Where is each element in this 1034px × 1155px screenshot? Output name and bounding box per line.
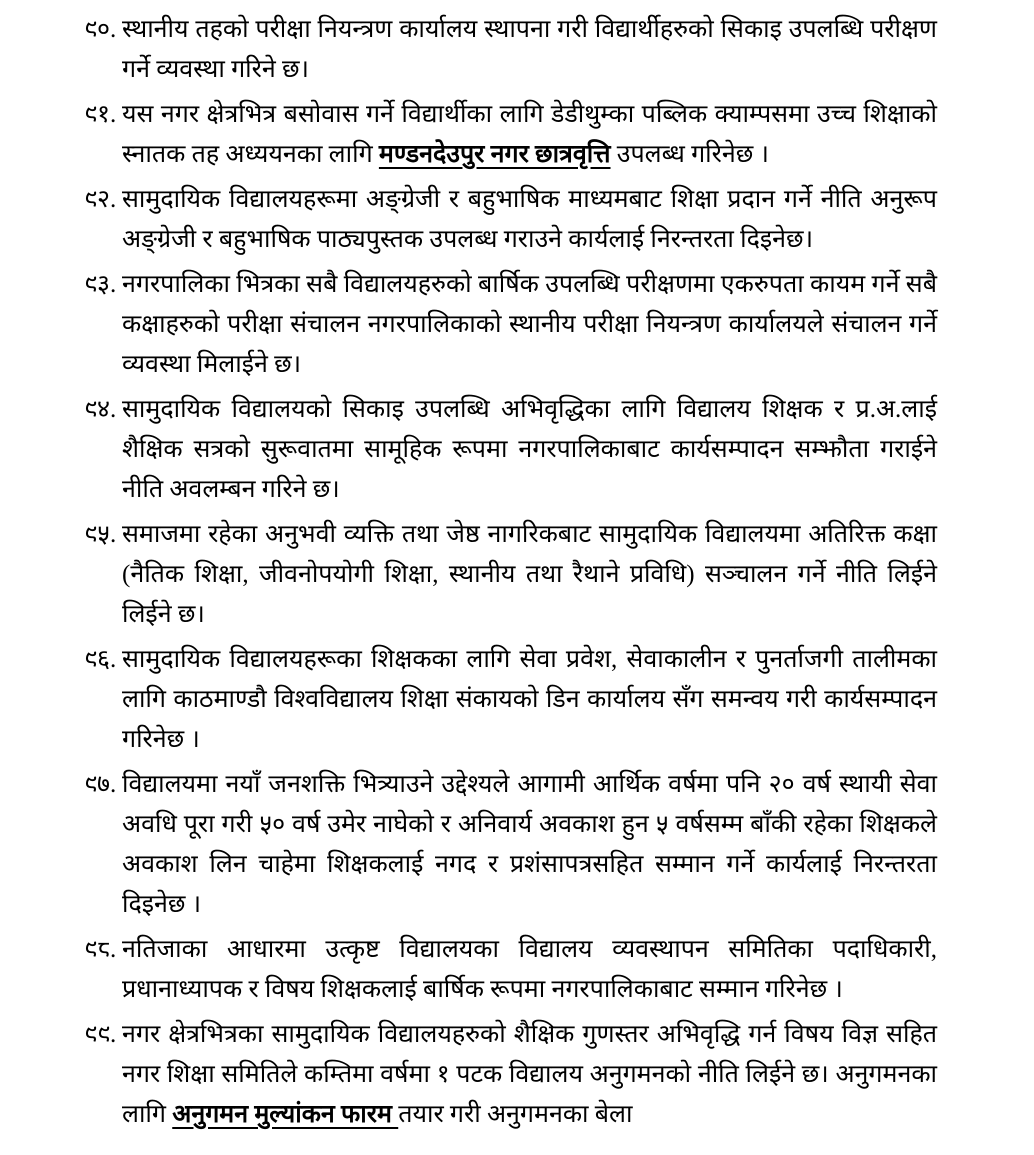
policy-item-91 [84,95,937,175]
policy-numbered-list [84,10,937,1135]
policy-item-95 [84,515,937,635]
item-number: ९५. [84,521,117,548]
item-number: ९२. [84,186,117,213]
item-text: सामुदायिक विद्यालयहरूका शिक्षकका लागि सेवा प्रवेश, सेवाकालीन र पुनर्ताजगी तालीमका लागि काठमाण्डौ विश्वविद्यालय शिक्षा संकायको डिन कार्यालय सँग समन्वय गरी कार्यसम्पादन गरिनेछ । [122,646,937,753]
item-text: उपलब्ध गरिनेछ । [610,141,769,168]
item-text: सामुदायिक विद्यालयको सिकाइ उपलब्धि अभिवृद्धिका लागि विद्यालय शिक्षक र प्र.अ.लाई शैक्षिक सत्रको सुरूवातमा सामूहिक रूपमा नगरपालिकाबाट कार्यसम्पादन सम्झौता गराईने नीति अवलम्बन गरिने छ। [122,396,937,503]
item-text: विद्यालयमा नयाँ जनशक्ति भित्र्याउने उद्देश्यले आगामी आर्थिक वर्षमा पनि २० वर्ष स्थायी सेवा अवधि पूरा गरी ५० वर्ष उमेर नाघेको र अनिवार्य अवकाश हुन ५ वर्षसम्म बाँकी रहेका शिक्षकले अवकाश लिन चाहेमा शिक्षकलाई नगद र प्रशंसापत्रसहित सम्मान गर्ने कार्यलाई निरन्तरता दिइनेछ । [122,771,937,918]
item-text: समाजमा रहेका अनुभवी व्यक्ति तथा जेष्ठ नागरिकबाट सामुदायिक विद्यालयमा अतिरिक्त कक्षा (नैतिक शिक्षा, जीवनोपयोगी शिक्षा, स्थानीय तथा रैथाने प्रविधि) सञ्चालन गर्ने नीति लिईने लिईने छ। [122,521,937,628]
policy-item-93 [84,265,937,385]
policy-item-92 [84,180,937,260]
policy-item-99 [84,1015,937,1135]
item-number: ९३. [84,271,117,298]
item-number: ९९. [84,1021,117,1048]
item-text: सामुदायिक विद्यालयहरूमा अङ्ग्रेजी र बहुभाषिक माध्यमबाट शिक्षा प्रदान गर्ने नीति अनुरूप अङ्ग्रेजी र बहुभाषिक पाठ्यपुस्तक उपलब्ध गराउने कार्यलाई निरन्तरता दिइनेछ। [122,186,937,253]
item-number: ९०. [84,16,117,43]
item-number: ९६. [84,646,117,673]
item-number: ९८. [84,936,117,963]
scholarship-name-emphasis: मण्डनदेउपुर नगर छात्रवृत्ति [378,141,611,168]
policy-item-97 [84,765,937,925]
item-number: ९७. [84,771,117,798]
item-text: स्थानीय तहको परीक्षा नियन्त्रण कार्यालय स्थापना गरी विद्यार्थीहरुको सिकाइ उपलब्धि परीक्षण गर्ने व्यवस्था गरिने छ। [122,16,937,83]
monitoring-form-emphasis: अनुगमन मुल्यांकन फारम [172,1101,399,1128]
item-text: तयार गरी अनुगमनका बेला [398,1101,633,1128]
item-text: यस नगर क्षेत्रभित्र बसोवास गर्ने विद्यार्थीका लागि डेडीथुम्का पब्लिक क्याम्पसमा उच्च शिक्षाको स्नातक तह अध्ययनका लागि [122,101,937,168]
policy-item-94 [84,390,937,510]
policy-item-98 [84,930,937,1010]
policy-item-90 [84,10,937,90]
item-number: ९१. [84,101,117,128]
item-text: नगर क्षेत्रभित्रका सामुदायिक विद्यालयहरुको शैक्षिक गुणस्तर अभिवृद्धि गर्न विषय विज्ञ सहित नगर शिक्षा समितिले कम्तिमा वर्षमा १ पटक विद्यालय अनुगमनको नीति लिईने छ। अनुगमनका लागि [122,1021,937,1128]
item-number: ९४. [84,396,117,423]
policy-item-96 [84,640,937,760]
item-text: नतिजाका आधारमा उत्कृष्ट विद्यालयका विद्यालय व्यवस्थापन समितिका पदाधिकारी, प्रधानाध्यापक र विषय शिक्षकलाई बार्षिक रूपमा नगरपालिकाबाट सम्मान गरिनेछ । [122,936,937,1003]
item-text: नगरपालिका भित्रका सबै विद्यालयहरुको बार्षिक उपलब्धि परीक्षणमा एकरुपता कायम गर्ने सबै कक्षाहरुको परीक्षा संचालन नगरपालिकाको स्थानीय परीक्षा नियन्त्रण कार्यालयले संचालन गर्ने व्यवस्था मिलाईने छ। [122,271,937,378]
